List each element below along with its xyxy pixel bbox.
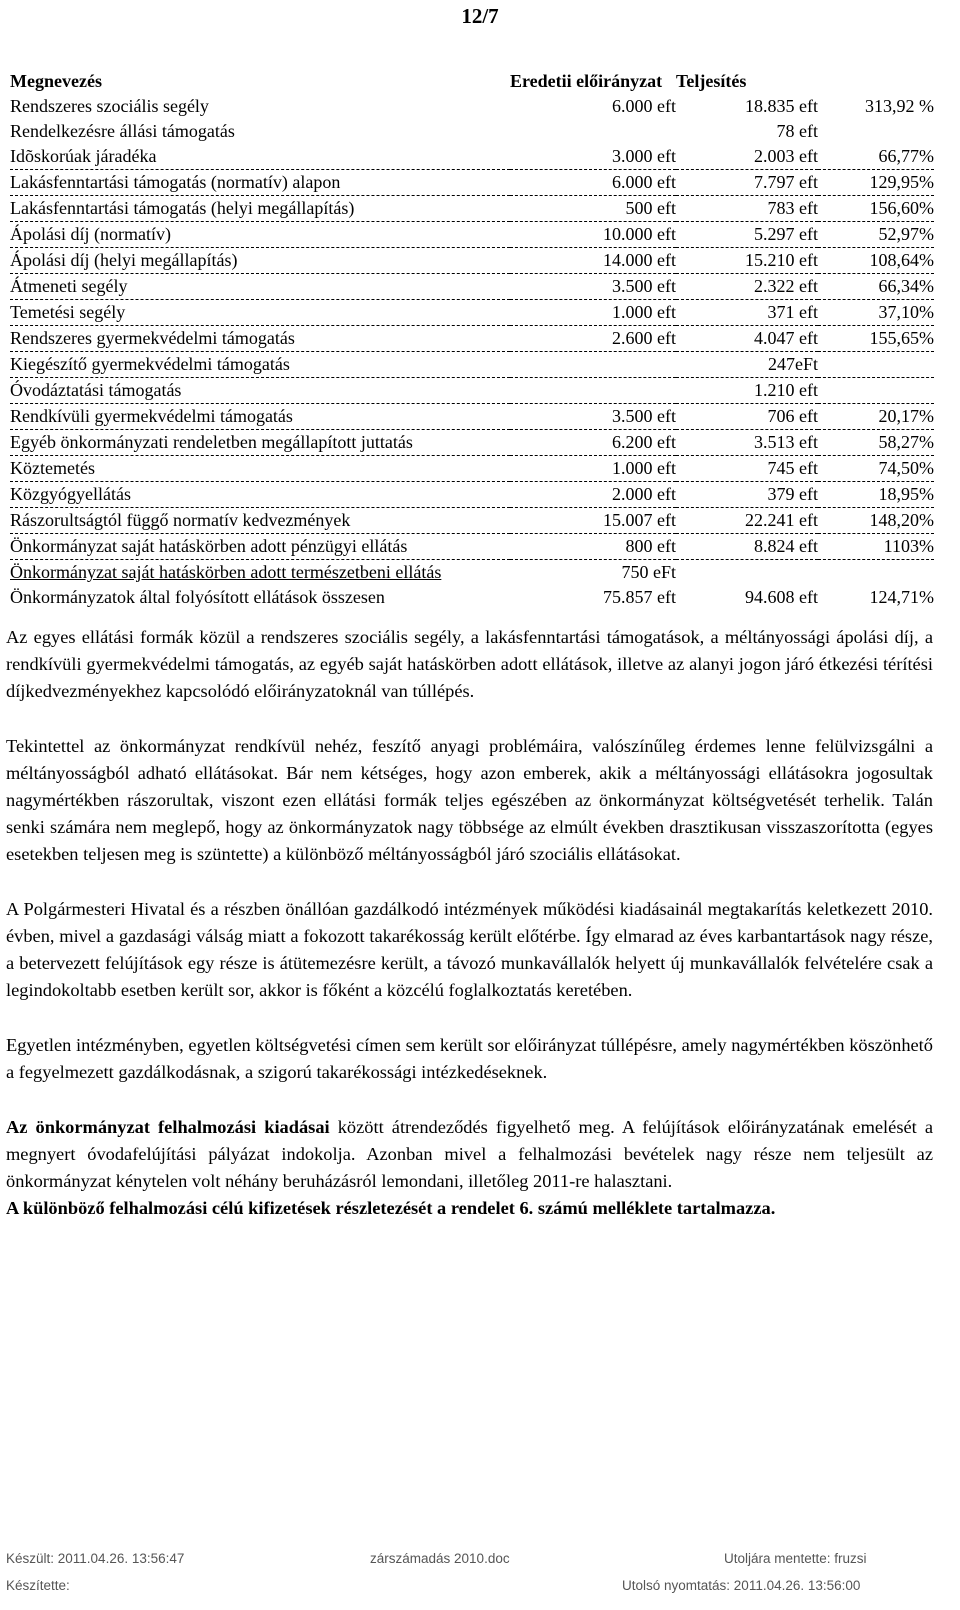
table-row: [10, 534, 934, 560]
row-original-appropriation: 2.600 eft: [510, 326, 676, 352]
row-original-appropriation: [510, 119, 676, 144]
table-row: [10, 274, 934, 300]
paragraph-no-overrun: Egyetlen intézményben, egyetlen költségvetési címen sem került sor előirányzat túllépésre, amely nagymértékben köszönhető a fegyelmezett gazdálkodásnak, a szigorú takarékossági intézkedéseknek.: [6, 1035, 933, 1082]
row-original-appropriation: 500 eft: [510, 196, 676, 222]
header-percent: [818, 69, 934, 94]
row-percent: 313,92 %: [865, 96, 934, 116]
row-percent: 37,10%: [818, 300, 934, 326]
row-original-appropriation: 2.000 eft: [510, 482, 676, 508]
annex-reference-text: A különböző felhalmozási célú kifizetések részletezését a rendelet 6. számú melléklete tartalmazza.: [6, 1198, 776, 1218]
table-row: [10, 248, 934, 274]
table-row: [10, 119, 934, 144]
row-actual: 7.797 eft: [676, 170, 818, 196]
row-actual: 2.322 eft: [676, 274, 818, 300]
row-original-appropriation: 3.500 eft: [510, 274, 676, 300]
table-row: [10, 144, 934, 170]
row-original-appropriation: 15.007 eft: [510, 508, 676, 534]
capital-expenditure-heading: Az önkormányzat felhalmozási kiadásai: [6, 1117, 330, 1137]
row-original-appropriation: [510, 352, 676, 378]
row-percent: [818, 560, 934, 586]
row-original-appropriation: 1.000 eft: [510, 456, 676, 482]
row-actual: 379 eft: [676, 482, 818, 508]
paragraph-overruns: Az egyes ellátási formák közül a rendszeres szociális segély, a lakásfenntartási támogatások, a méltányossági ápolási díj, a rendkívüli gyermekvédelmi támogatás, az egyéb saját hatáskörben adott ellátások, illetve az alanyi jogon járó étkezési térítési díjkedvezményekhez kapcsolódó előirányzatoknál van túllépés.: [6, 627, 933, 701]
row-percent: 155,65%: [818, 326, 934, 352]
table-row: [10, 482, 934, 508]
row-actual: [676, 560, 818, 586]
table-row: [10, 508, 934, 534]
row-actual: 2.003 eft: [754, 146, 818, 166]
row-percent: 156,60%: [818, 196, 934, 222]
row-percent: 129,95%: [818, 170, 934, 196]
row-percent: 20,17%: [818, 404, 934, 430]
table-body: [10, 94, 934, 610]
header-original-appropriation: Eredetii előirányzat: [510, 71, 663, 91]
row-percent: 108,64%: [818, 248, 934, 274]
header-name: Megnevezés: [10, 71, 102, 91]
row-name: Kiegészítő gyermekvédelmi támogatás: [10, 352, 510, 378]
paragraph-savings: A Polgármesteri Hivatal és a részben önállóan gazdálkodó intézmények működési kiadásainál megtakarítás keletkezett 2010. évben, mivel a gazdasági válság miatt a fokozott takarékosság került előtérbe. Így elmarad az éves karbantartások nagy része, a betervezett felújítások egy része is átütemezésre került, a távozó munkavállalók helyett új munkavállalók felvételére csak a legindokoltabb esetben került sor, akkor is főként a közcélú foglalkoztatás keretében.: [6, 899, 933, 1000]
row-percent: 124,71%: [869, 587, 934, 607]
table-row: [10, 430, 934, 456]
row-name: Ápolási díj (normatív): [10, 222, 510, 248]
row-name: Önkormányzat saját hatáskörben adott pénzügyi ellátás: [10, 534, 510, 560]
page-number: 12/7: [461, 4, 499, 28]
row-percent: 18,95%: [818, 482, 934, 508]
paragraph-annex-reference: [6, 1195, 933, 1222]
row-actual: 706 eft: [676, 404, 818, 430]
row-actual: 18.835 eft: [745, 96, 818, 116]
table-row: [10, 326, 934, 352]
table-row: [10, 196, 934, 222]
row-percent: 74,50%: [818, 456, 934, 482]
row-original-appropriation: 14.000 eft: [510, 248, 676, 274]
row-name: Önkormányzat saját hatáskörben adott természetbeni ellátás: [10, 560, 510, 586]
row-name: Lakásfenntartási támogatás (helyi megállapítás): [10, 196, 510, 222]
row-original-appropriation: 750 eFt: [510, 560, 676, 586]
table-row: [10, 378, 934, 404]
row-name: Temetési segély: [10, 300, 510, 326]
row-name: Idõskorúak járadéka: [10, 146, 157, 166]
row-actual: 247eFt: [676, 352, 818, 378]
row-name: Közgyógyellátás: [10, 482, 510, 508]
capital-expenditure-text: között átrendeződés figyelhető meg. A felújítások előirányzatának emelését a megnyert óvodafelújítási pályázat indokolja. Azonban mivel a felhalmozási bevételek nagy része nem teljesült az önkormányzat kénytelen volt néhány beruházásról lemondani, illetőleg 2011-re halasztani.: [6, 1117, 934, 1191]
row-actual: 5.297 eft: [676, 222, 818, 248]
budget-table: [10, 69, 934, 610]
footer-created: Készült: 2011.04.26. 13:56:47: [6, 1551, 185, 1566]
row-percent: [818, 378, 934, 404]
row-percent: 66,34%: [818, 274, 934, 300]
row-name: Rendkívüli gyermekvédelmi támogatás: [10, 404, 510, 430]
row-original-appropriation: 3.000 eft: [612, 146, 676, 166]
table-row: [10, 585, 934, 610]
row-percent: 1103%: [818, 534, 934, 560]
row-actual: 78 eft: [776, 121, 818, 141]
row-actual: 3.513 eft: [676, 430, 818, 456]
row-actual: 8.824 eft: [676, 534, 818, 560]
row-actual: 94.608 eft: [745, 587, 818, 607]
table-header-row: [10, 69, 934, 94]
row-original-appropriation: 10.000 eft: [510, 222, 676, 248]
row-name: Rászorultságtól függő normatív kedvezmények: [10, 508, 510, 534]
table-row: [10, 170, 934, 196]
row-name: Óvodáztatási támogatás: [10, 378, 510, 404]
header-actual: Teljesítés: [676, 71, 747, 91]
row-name: Átmeneti segély: [10, 274, 510, 300]
footer-filename: zárszámadás 2010.doc: [370, 1551, 510, 1566]
row-name: Köztemetés: [10, 456, 510, 482]
row-actual: 783 eft: [676, 196, 818, 222]
row-actual: 1.210 eft: [676, 378, 818, 404]
paragraph-capital-expenditure: [6, 1114, 933, 1195]
footer-author: Készítette:: [6, 1578, 70, 1593]
row-name: Lakásfenntartási támogatás (normatív) alapon: [10, 170, 510, 196]
table-row: [10, 94, 934, 119]
row-name: Önkormányzatok által folyósított ellátások összesen: [10, 587, 385, 607]
row-percent: 52,97%: [818, 222, 934, 248]
row-original-appropriation: 6.000 eft: [612, 96, 676, 116]
row-name: Rendelkezésre állási támogatás: [10, 121, 235, 141]
body-text: [6, 624, 933, 1222]
table-row: [10, 456, 934, 482]
row-actual: 15.210 eft: [676, 248, 818, 274]
row-original-appropriation: 6.200 eft: [510, 430, 676, 456]
row-original-appropriation: 1.000 eft: [510, 300, 676, 326]
row-actual: 4.047 eft: [676, 326, 818, 352]
row-name: Egyéb önkormányzati rendeletben megállapított juttatás: [10, 430, 510, 456]
table-row: [10, 352, 934, 378]
row-percent: 66,77%: [878, 146, 934, 166]
row-actual: 371 eft: [676, 300, 818, 326]
row-percent: 148,20%: [818, 508, 934, 534]
footer-printed: Utolsó nyomtatás: 2011.04.26. 13:56:00: [622, 1578, 861, 1593]
row-original-appropriation: 3.500 eft: [510, 404, 676, 430]
table-row: [10, 404, 934, 430]
footer-saved-by: Utoljára mentette: fruzsi: [724, 1551, 867, 1566]
row-percent: [818, 352, 934, 378]
row-name: Rendszeres szociális segély: [10, 96, 209, 116]
row-original-appropriation: 6.000 eft: [510, 170, 676, 196]
row-original-appropriation: [510, 378, 676, 404]
row-actual: 22.241 eft: [676, 508, 818, 534]
row-original-appropriation: 75.857 eft: [603, 587, 676, 607]
row-name: Rendszeres gyermekvédelmi támogatás: [10, 326, 510, 352]
table-row: [10, 300, 934, 326]
row-actual: 745 eft: [676, 456, 818, 482]
table-row: [10, 222, 934, 248]
row-percent: [818, 119, 934, 144]
row-name: Ápolási díj (helyi megállapítás): [10, 248, 510, 274]
table-row: [10, 560, 934, 586]
paragraph-equity-benefits: Tekintettel az önkormányzat rendkívül nehéz, feszítő anyagi problémáira, valószínűleg érdemes lenne felülvizsgálni a méltányosságból adható ellátásokat. Bár nem kétséges, hogy azon emberek, akik a méltányossági ellátásokra jogosultak nagymértékben rászorultak, viszont ezen ellátási formák teljes egészében az önkormányzat költségvetését terhelik. Talán senki számára nem meglepő, hogy az önkormányzatok nagy többsége az elmúlt években drasztikusan visszaszorította (egyes esetekben teljesen meg is szüntette) a különböző méltányosságból járó szociális ellátásokat.: [6, 736, 933, 864]
row-original-appropriation: 800 eft: [510, 534, 676, 560]
row-percent: 58,27%: [818, 430, 934, 456]
